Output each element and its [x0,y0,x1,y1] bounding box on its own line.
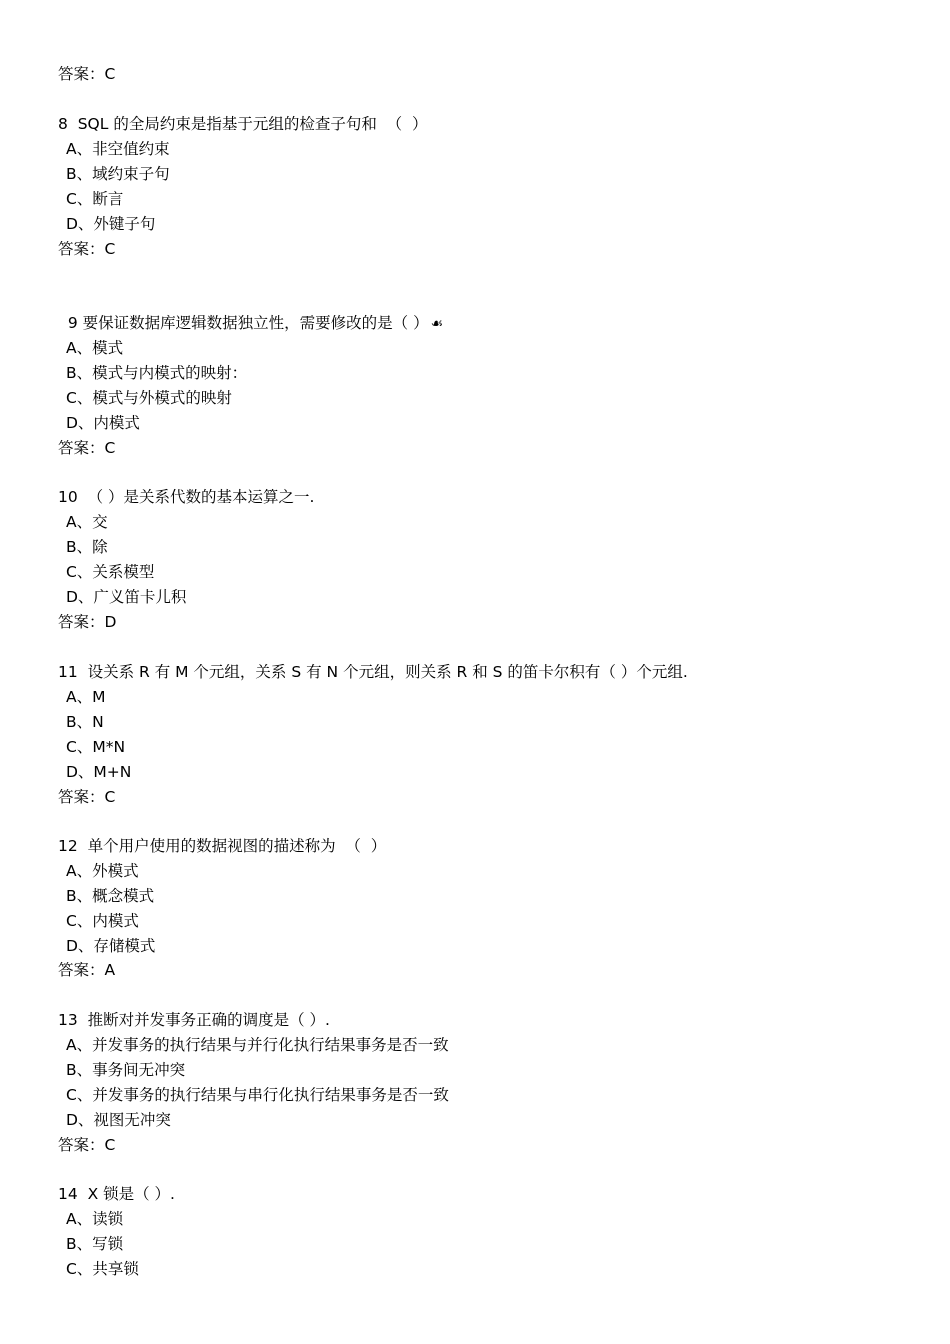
answer-line: 答案：C [58,240,116,258]
option-b: B、写锁 [66,1235,124,1253]
question-stem: 11 设关系 R 有 M 个元组，关系 S 有 N 个元组，则关系 R 和 S 的笛卡尔积有（ ）个元组. [58,663,688,681]
answer-line: 答案：C [58,65,116,83]
question-stem [58,286,444,332]
option-a: A、并发事务的执行结果与并行化执行结果事务是否一致 [66,1036,449,1054]
option-d: D、M+N [66,763,132,781]
option-a: A、M [66,688,106,706]
option-a: A、外模式 [66,862,139,880]
option-d: D、内模式 [66,414,140,432]
option-b: B、域约束子句 [66,165,170,183]
option-c: C、断言 [66,190,124,208]
option-c: C、关系模型 [66,563,155,581]
floral-glyph-icon: ☙ [430,316,444,332]
option-b: B、N [66,713,104,731]
answer-line: 答案：C [58,788,116,806]
option-a: A、交 [66,513,108,531]
option-d: D、广义笛卡儿积 [66,588,187,606]
option-c: C、模式与外模式的映射 [66,389,232,407]
option-a: A、读锁 [66,1210,124,1228]
question-stem: 12 单个用户使用的数据视图的描述称为 （ ） [58,837,387,855]
option-a: A、非空值约束 [66,140,170,158]
answer-line: 答案：C [58,439,116,457]
question-stem: 8 SQL 的全局约束是指基于元组的检查子句和 （ ） [58,115,428,133]
question-stem: 13 推断对并发事务正确的调度是（ ）. [58,1011,330,1029]
question-stem: 14 X 锁是（ ）. [58,1185,175,1203]
option-c: C、M*N [66,738,126,756]
option-c: C、内模式 [66,912,139,930]
answer-line: 答案：C [58,1136,116,1154]
option-b: B、除 [66,538,108,556]
question-stem: 10 （ ）是关系代数的基本运算之一. [58,488,315,506]
option-d: D、外键子句 [66,215,156,233]
answer-line: 答案：D [58,613,117,631]
answer-line: 答案：A [58,961,116,979]
option-a: A、模式 [66,339,124,357]
option-d: D、存储模式 [66,937,156,955]
option-b: B、模式与内模式的映射： [66,364,248,382]
option-b: B、概念模式 [66,887,155,905]
option-d: D、视图无冲突 [66,1111,171,1129]
question-stem-text: 9 要保证数据库逻辑数据独立性，需要修改的是（ ） [67,314,429,332]
option-c: C、并发事务的执行结果与串行化执行结果事务是否一致 [66,1086,449,1104]
option-b: B、事务间无冲突 [66,1061,186,1079]
option-c: C、共享锁 [66,1260,139,1278]
